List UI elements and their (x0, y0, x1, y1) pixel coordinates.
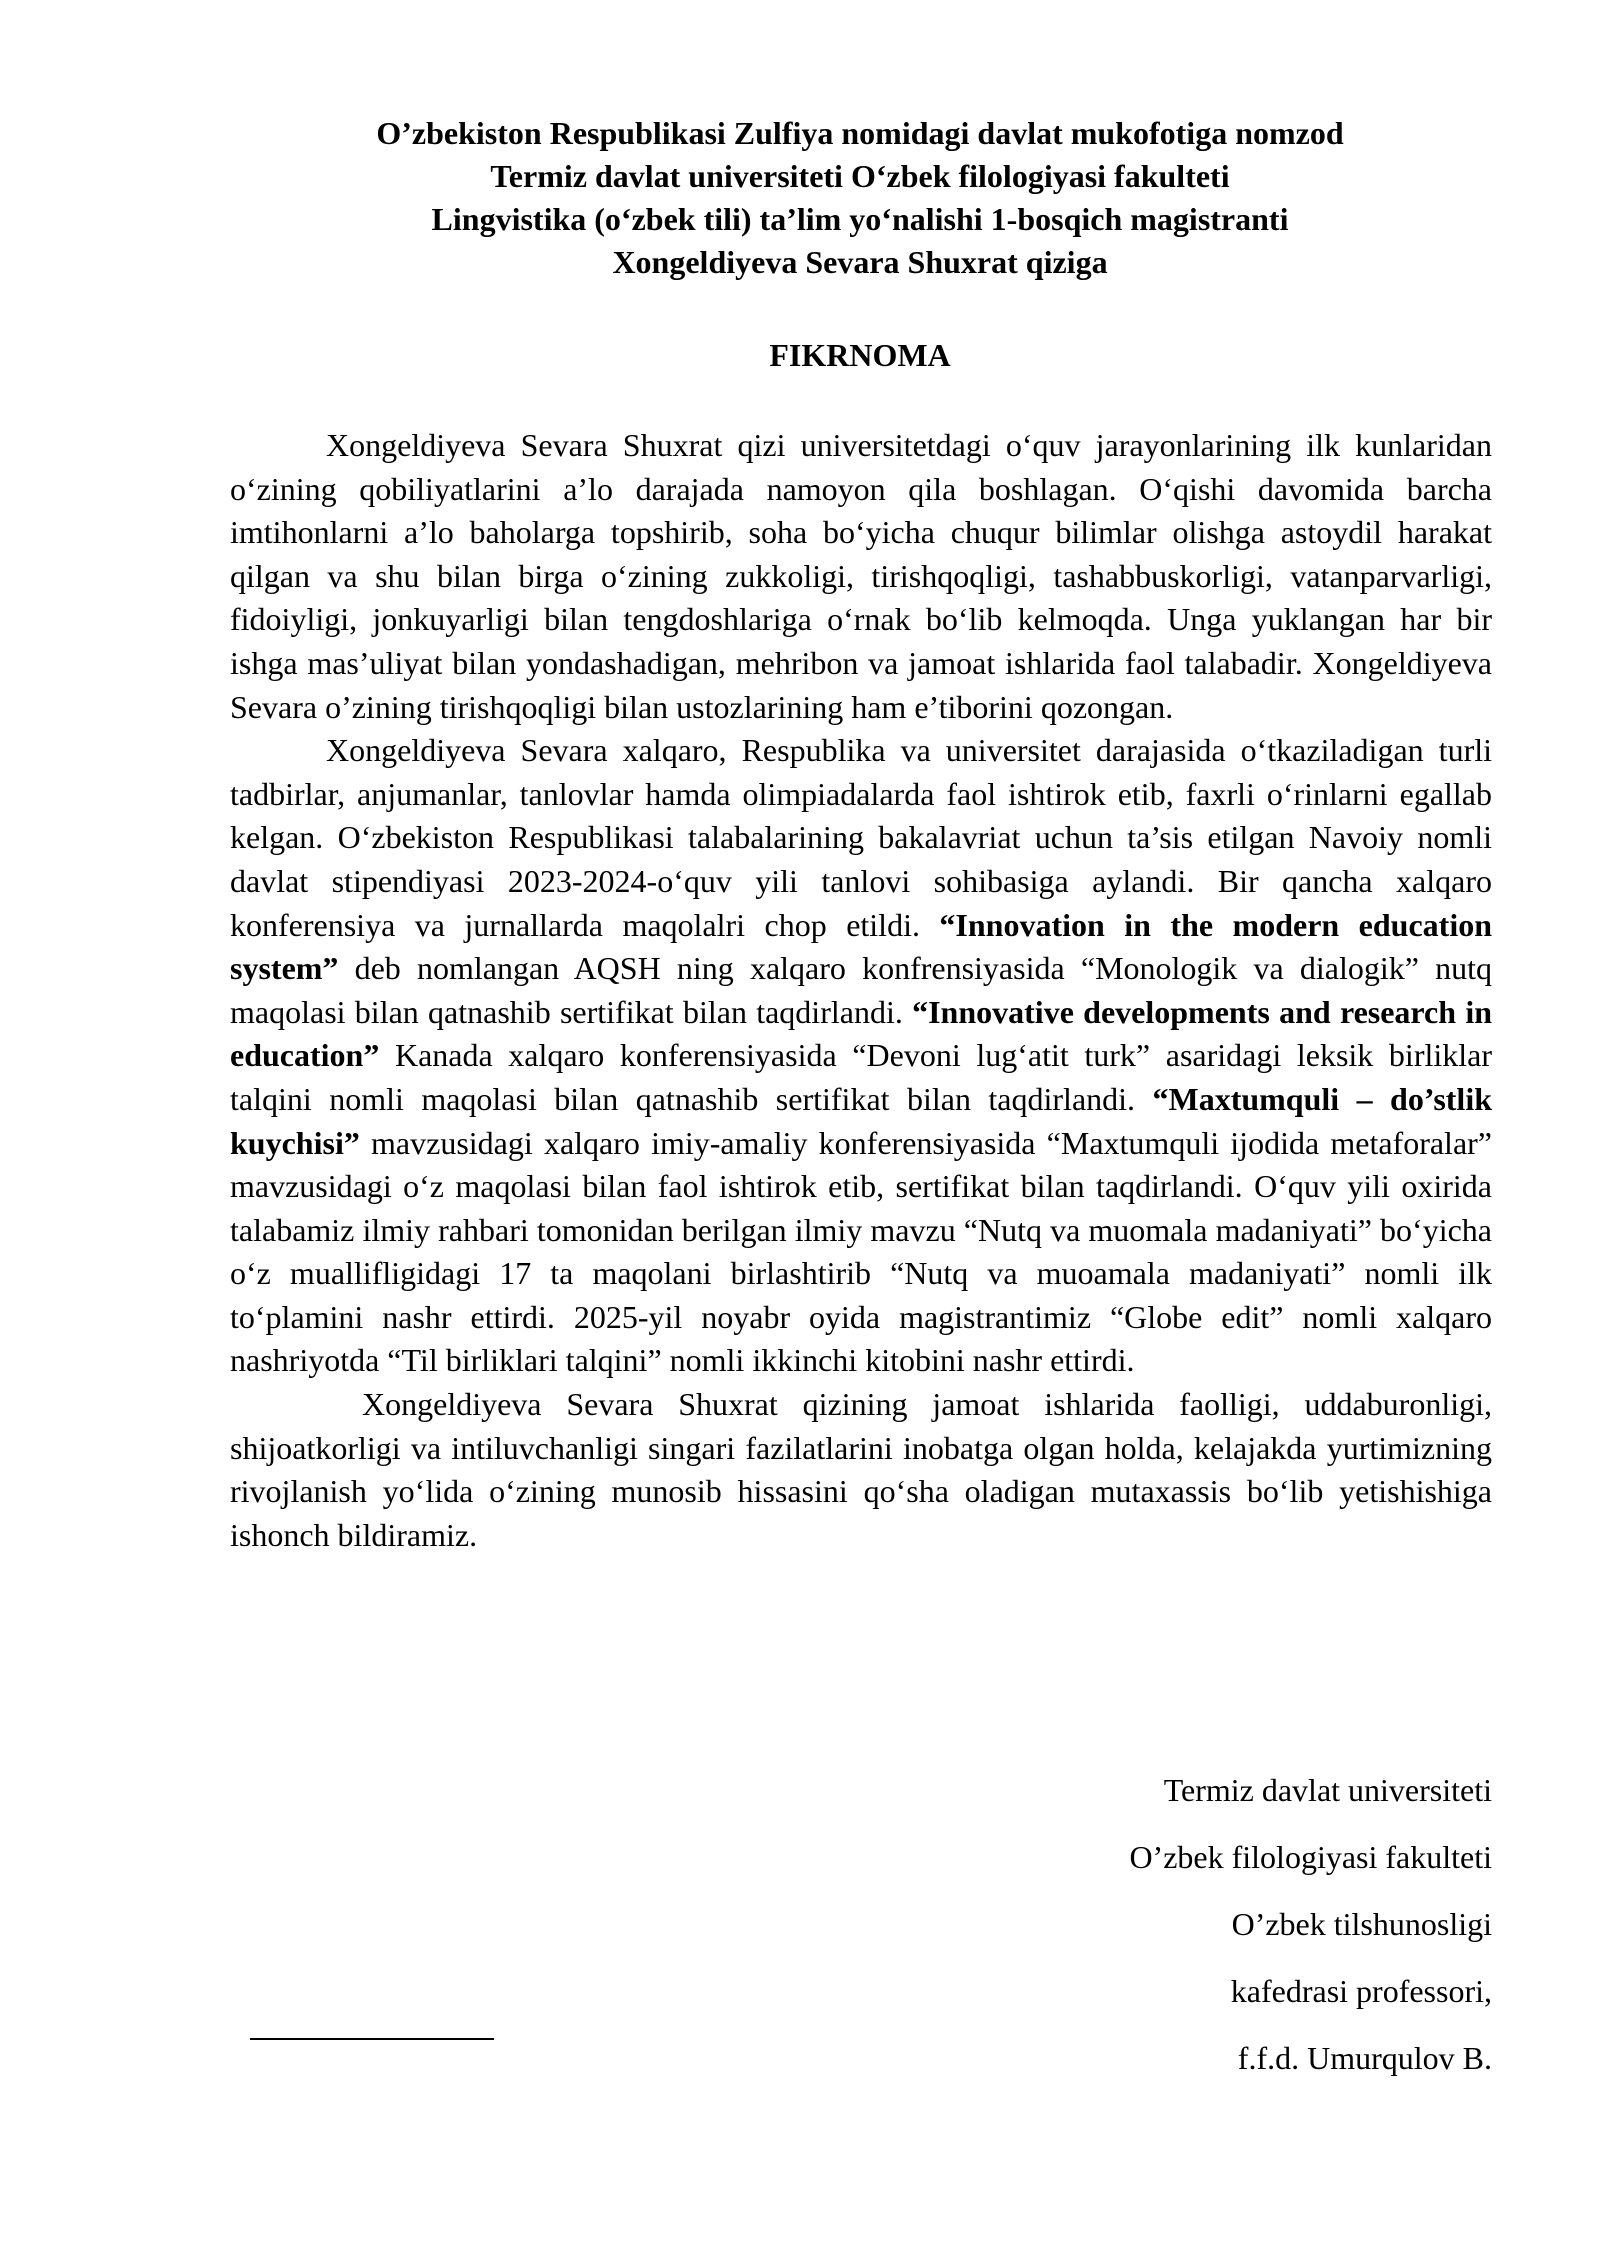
paragraph-2-text-4: mavzusidagi xalqaro imiy-amaliy konferensiyasida “Maxtumquli ijodida metaforalar” mavzusidagi o‘z maqolasi bilan faol ishtirok etib, sertifikat bilan taqdirlandi. O‘quv yili oxirida talabamiz ilmiy rahbari tomonidan berilgan ilmiy mavzu “Nutq va muomala madaniyati” bo‘yicha o‘z muallifligidagi 17 ta maqolani birlashtirib “Nutq va muoamala madaniyati” nomli ilk to‘plamini nashr ettirdi. 2025-yil noyabr oyida magistrantimiz “Globe edit” nomli xalqaro nashriyotda “Til birliklari talqini” nomli ikkinchi kitobini nashr ettirdi. (230, 1124, 1492, 1379)
paragraph-2-bold-3: “Maxtumquli – do’stlik kuychisi” (230, 1080, 1493, 1161)
paragraph-2 (230, 729, 1492, 1383)
signature-line-2: O’zbek filologiyasi fakulteti (1129, 1839, 1492, 1875)
heading-line-1: O’zbekiston Respublikasi Zulfiya nomidagi davlat mukofotiga nomzod (376, 115, 1344, 151)
signature-underline (250, 2038, 494, 2040)
paragraph-2-bold-1: “Innovation in the modern education system” (230, 906, 1492, 987)
signature-line-1: Termiz davlat universiteti (1163, 1772, 1492, 1808)
paragraph-1: Xongeldiyeva Sevara Shuxrat qizi universitetdagi o‘quv jarayonlarining ilk kunlaridan o‘zining qobiliyatlarini a’lo darajada namoyon qila boshlagan. O‘qishi davomida barcha imtihonlarni a’lo baholarga topshirib, soha bo‘yicha chuqur bilimlar olishga astoydil harakat qilgan va shu bilan birga o‘zining zukkoligi, tirishqoqligi, tashabbuskorligi, vatanparvarligi, fidoiyligi, jonkuyarligi bilan tengdoshlariga o‘rnak bo‘lib kelmoqda. Unga yuklangan har bir ishga mas’uliyat bilan yondashadigan, mehribon va jamoat ishlarida faol talabadir. Xongeldiyeva Sevara o’zining tirishqoqligi bilan ustozlarining ham e’tiborini qozongan. (230, 427, 1492, 725)
paragraph-3: Xongeldiyeva Sevara Shuxrat qizining jamoat ishlarida faolligi, uddaburonligi, shijoatkorligi va intiluvchanligi singari fazilatlarini inobatga olgan holda, kelajakda yurtimizning rivojlanish yo‘lida o‘zining munosib hissasini qo‘sha oladigan mutaxassis bo‘lib yetishishiga ishonch bildiramiz. (230, 1386, 1492, 1553)
signature-line-3: O’zbek tilshunosligi (1231, 1906, 1492, 1942)
heading-line-4: Xongeldiyeva Sevara Shuxrat qiziga (612, 244, 1108, 280)
heading-line-2: Termiz davlat universiteti O‘zbek filologiyasi fakulteti (490, 158, 1230, 194)
paragraph-2-bold-2: “Innovative developments and research in education” (230, 993, 1492, 1074)
signature-block (900, 1770, 1492, 2105)
heading-line-3: Lingvistika (o‘zbek tili) ta’lim yo‘nalishi 1-bosqich magistranti (431, 201, 1289, 237)
signature-line-4: kafedrasi professori, (1230, 1973, 1492, 2009)
paragraph-2-text-2: deb nomlangan AQSH ning xalqaro konfrensiyasida “Monologik va dialogik” nutq maqolasi bilan qatnashib sertifikat bilan taqdirlandi. (230, 950, 1492, 1030)
signature-line-5: f.f.d. Umurqulov B. (1237, 2040, 1492, 2076)
document-title: FIKRNOMA (769, 337, 951, 373)
document-body (230, 424, 1492, 1557)
paragraph-2-text-1: Xongeldiyeva Sevara xalqaro, Respublika va universitet darajasida o‘tkaziladigan turli tadbirlar, anjumanlar, tanlovlar hamda olimpiadalarda faol ishtirok etib, faxrli o‘rinlarni egallab kelgan. O‘zbekiston Respublikasi talabalarining bakalavriat uchun ta’sis etilgan Navoiy nomli davlat stipendiyasi 2023-2024-o‘quv yili tanlovi sohibasiga aylandi. Bir qancha xalqaro konferensiya va jurnallarda maqolalri chop etildi. (230, 732, 1492, 943)
document-heading (230, 112, 1490, 284)
paragraph-2-text-3: Kanada xalqaro konferensiyasida “Devoni lug‘atit turk” asaridagi leksik birliklar talqini nomli maqolasi bilan qatnashib sertifikat bilan taqdirlandi. (230, 1037, 1492, 1117)
